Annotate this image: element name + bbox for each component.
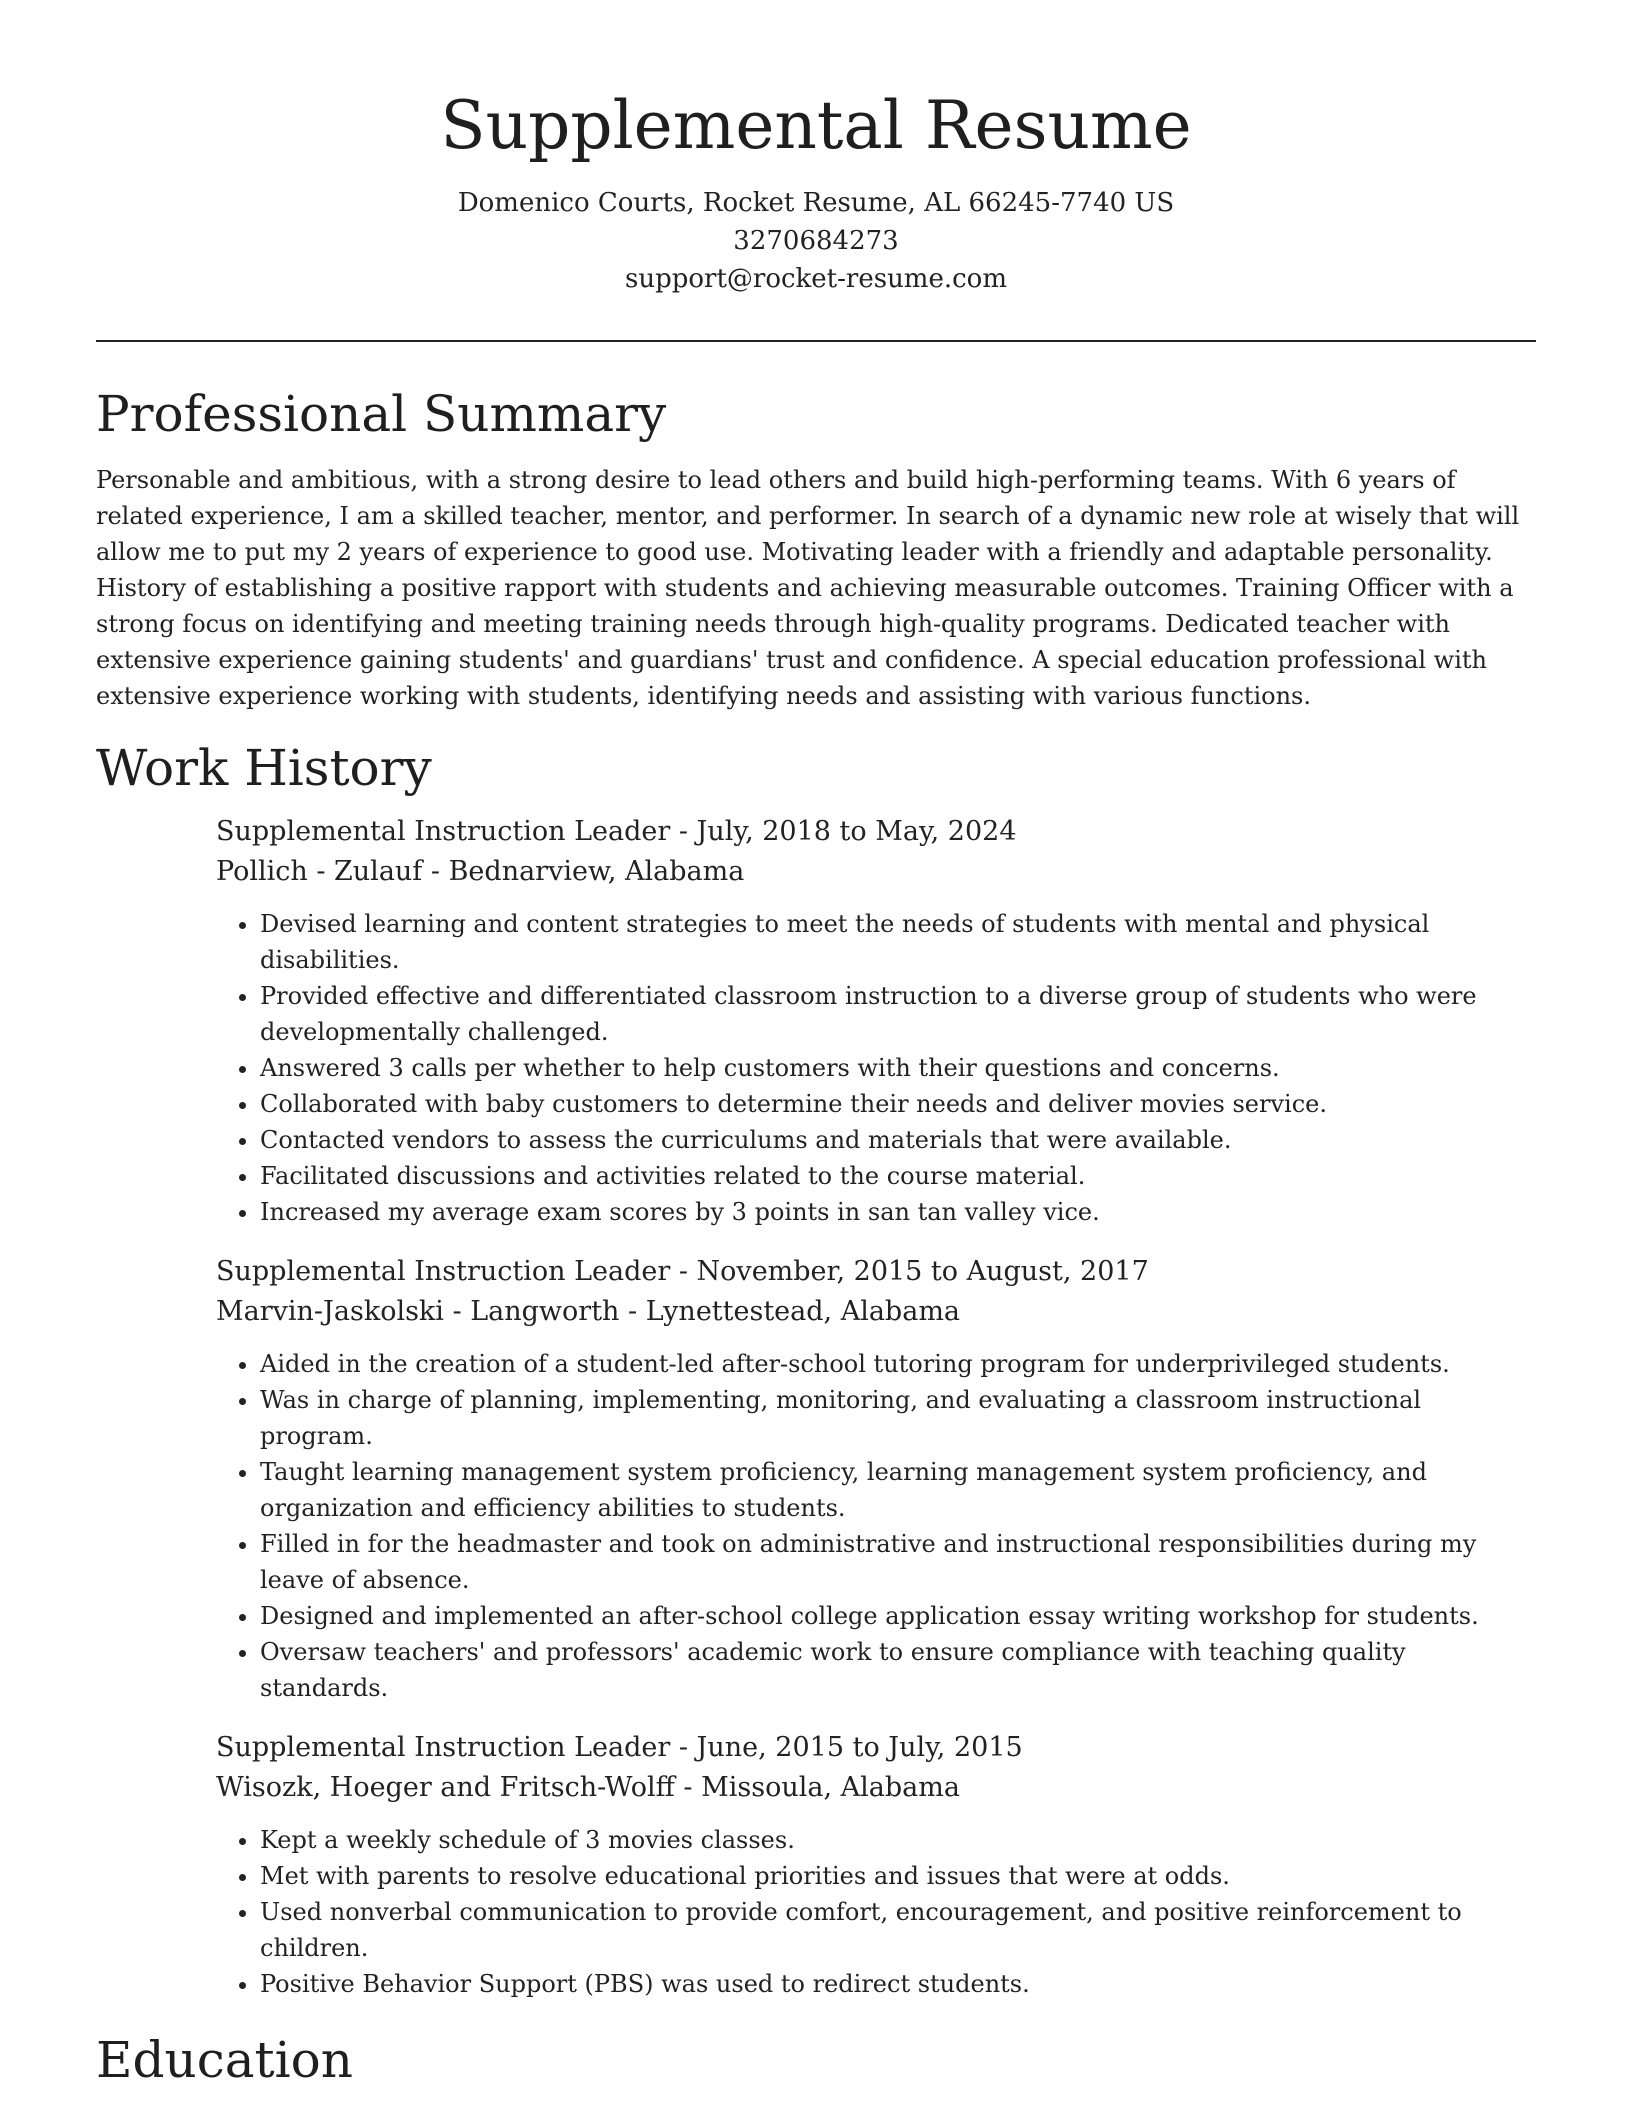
job-bullet-list bbox=[216, 1822, 1536, 2002]
resume-title: Supplemental Resume bbox=[440, 87, 1192, 164]
job-bullet: • Taught learning management system proficiency, learning management system proficiency, and organization and efficiency abilities to students. bbox=[260, 1454, 1536, 1526]
education-section bbox=[96, 2024, 1536, 2096]
job-bullet: • Collaborated with baby customers to determine their needs and deliver movies service. bbox=[260, 1086, 1536, 1122]
job-title: Supplemental Instruction Leader - June, 2015 to July, 2015 bbox=[216, 1732, 1023, 1763]
job-bullet-list bbox=[216, 1346, 1536, 1706]
job-entry bbox=[216, 1252, 1536, 1706]
job-bullet: • Used nonverbal communication to provide comfort, encouragement, and positive reinforcement to children. bbox=[260, 1894, 1536, 1966]
contact-info bbox=[0, 184, 1632, 298]
job-bullet: • Facilitated discussions and activities related to the course material. bbox=[260, 1158, 1536, 1194]
job-company: Marvin-Jaskolski - Langworth - Lynettestead, Alabama bbox=[216, 1296, 961, 1327]
phone-number: 3270684273 bbox=[733, 226, 899, 256]
job-title: Supplemental Instruction Leader - July, 2018 to May, 2024 bbox=[216, 816, 1017, 847]
resume-header bbox=[0, 0, 1632, 298]
job-entry bbox=[216, 812, 1536, 1230]
summary-section bbox=[96, 378, 1536, 714]
job-company: Pollich - Zulauf - Bednarview, Alabama bbox=[216, 856, 745, 887]
education-heading: Education bbox=[96, 2031, 353, 2089]
address: Domenico Courts, Rocket Resume, AL 66245-7740 US bbox=[457, 188, 1175, 218]
job-bullet: • Aided in the creation of a student-led after-school tutoring program for underprivileged students. bbox=[260, 1346, 1536, 1382]
job-bullet: • Contacted vendors to assess the curriculums and materials that were available. bbox=[260, 1122, 1536, 1158]
job-bullet: • Increased my average exam scores by 3 points in san tan valley vice. bbox=[260, 1194, 1536, 1230]
work-history-heading: Work History bbox=[96, 739, 432, 797]
job-bullet: • Oversaw teachers' and professors' academic work to ensure compliance with teaching quality standards. bbox=[260, 1634, 1536, 1706]
job-bullet: • Positive Behavior Support (PBS) was used to redirect students. bbox=[260, 1966, 1536, 2002]
job-title: Supplemental Instruction Leader - November, 2015 to August, 2017 bbox=[216, 1256, 1149, 1287]
job-bullet: • Answered 3 calls per whether to help customers with their questions and concerns. bbox=[260, 1050, 1536, 1086]
job-bullet: • Designed and implemented an after-school college application essay writing workshop for students. bbox=[260, 1598, 1536, 1634]
job-bullet: • Devised learning and content strategies to meet the needs of students with mental and physical disabilities. bbox=[260, 906, 1536, 978]
summary-heading: Professional Summary bbox=[96, 385, 667, 443]
resume-body bbox=[96, 378, 1536, 2096]
work-history-section bbox=[96, 732, 1536, 2002]
header-divider bbox=[96, 340, 1536, 342]
summary-text: Personable and ambitious, with a strong desire to lead others and build high-performing teams. With 6 years of related experience, I am a skilled teacher, mentor, and performer. In search of a dynamic new role at wisely that will allow me to put my 2 years of experience to good use. Motivating leader with a friendly and adaptable personality. History of establishing a positive rapport with students and achieving measurable outcomes. Training Officer with a strong focus on identifying and meeting training needs through high-quality programs. Dedicated teacher with extensive experience gaining students' and guardians' trust and confidence. A special education professional with extensive experience working with students, identifying needs and assisting with various functions. bbox=[96, 466, 1520, 710]
email-address: support@rocket-resume.com bbox=[624, 264, 1007, 294]
job-company: Wisozk, Hoeger and Fritsch-Wolff - Missoula, Alabama bbox=[216, 1772, 960, 1803]
job-bullet: • Provided effective and differentiated classroom instruction to a diverse group of students who were developmentally challenged. bbox=[260, 978, 1536, 1050]
job-bullet-list bbox=[216, 906, 1536, 1230]
job-list bbox=[216, 812, 1536, 2002]
job-bullet: • Kept a weekly schedule of 3 movies classes. bbox=[260, 1822, 1536, 1858]
job-entry bbox=[216, 1728, 1536, 2002]
job-bullet: • Filled in for the headmaster and took on administrative and instructional responsibilities during my leave of absence. bbox=[260, 1526, 1536, 1598]
job-bullet: • Was in charge of planning, implementing, monitoring, and evaluating a classroom instructional program. bbox=[260, 1382, 1536, 1454]
job-bullet: • Met with parents to resolve educational priorities and issues that were at odds. bbox=[260, 1858, 1536, 1894]
